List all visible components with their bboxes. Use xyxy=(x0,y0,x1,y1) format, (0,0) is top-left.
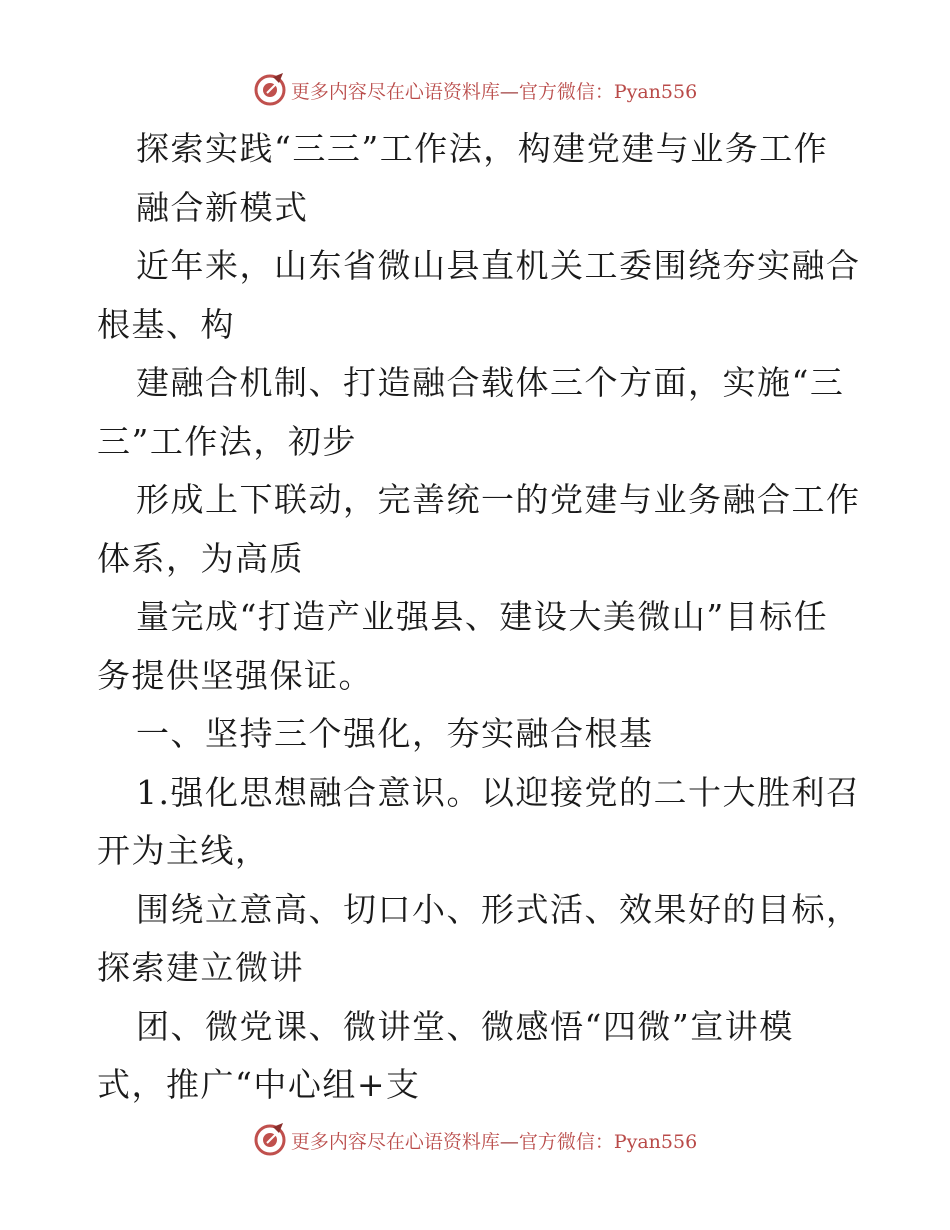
paragraph-line: 1.强化思想融合意识。以迎接党的二十大胜利召 xyxy=(136,772,861,812)
watermark-contact: 官方微信：Pyan556 xyxy=(518,1130,698,1153)
paragraph-line: 探索建立微讲 xyxy=(97,948,304,987)
paragraph-line: 量完成“打造产业强县、建设大美微山”目标任 xyxy=(136,597,829,636)
paragraph-line: 近年来，山东省微山县直机关工委围绕夯实融合 xyxy=(136,246,861,285)
paragraph-line: 围绕立意高、切口小、形式活、效果好的目标， xyxy=(136,889,861,929)
watermark-banner-top xyxy=(0,70,950,110)
paragraph-line: 团、微党课、微讲堂、微感悟“四微”宣讲模 xyxy=(136,1006,794,1046)
title-line: 探索实践“三三”工作法，构建党建与业务工作 xyxy=(136,129,829,168)
section-heading: 一、坚持三个强化，夯实融合根基 xyxy=(136,714,654,753)
paragraph-line: 根基、构 xyxy=(97,304,235,344)
paragraph-line: 三”工作法，初步 xyxy=(97,421,357,461)
paragraph-line: 建融合机制、打造融合载体三个方面，实施“三 xyxy=(136,363,845,402)
watermark-contact: 官方微信：Pyan556 xyxy=(518,80,698,103)
logo-icon xyxy=(253,1123,287,1157)
watermark-dash: — xyxy=(499,80,519,103)
watermark-banner-bottom xyxy=(0,1120,950,1160)
title-line: 融合新模式 xyxy=(136,187,309,227)
paragraph-line: 形成上下联动，完善统一的党建与业务融合工作 xyxy=(136,480,861,519)
logo-icon xyxy=(253,73,287,107)
watermark-dash: — xyxy=(499,1130,519,1153)
paragraph-line: 开为主线， xyxy=(97,831,270,870)
watermark-text: 更多内容尽在心语资料库 xyxy=(290,1130,500,1153)
paragraph-line: 式，推广“中心组+支 xyxy=(97,1065,421,1104)
paragraph-line: 体系，为高质 xyxy=(97,538,304,578)
document-body xyxy=(97,120,861,1115)
paragraph-line: 务提供坚强保证。 xyxy=(97,655,373,695)
watermark-text: 更多内容尽在心语资料库 xyxy=(290,80,500,103)
